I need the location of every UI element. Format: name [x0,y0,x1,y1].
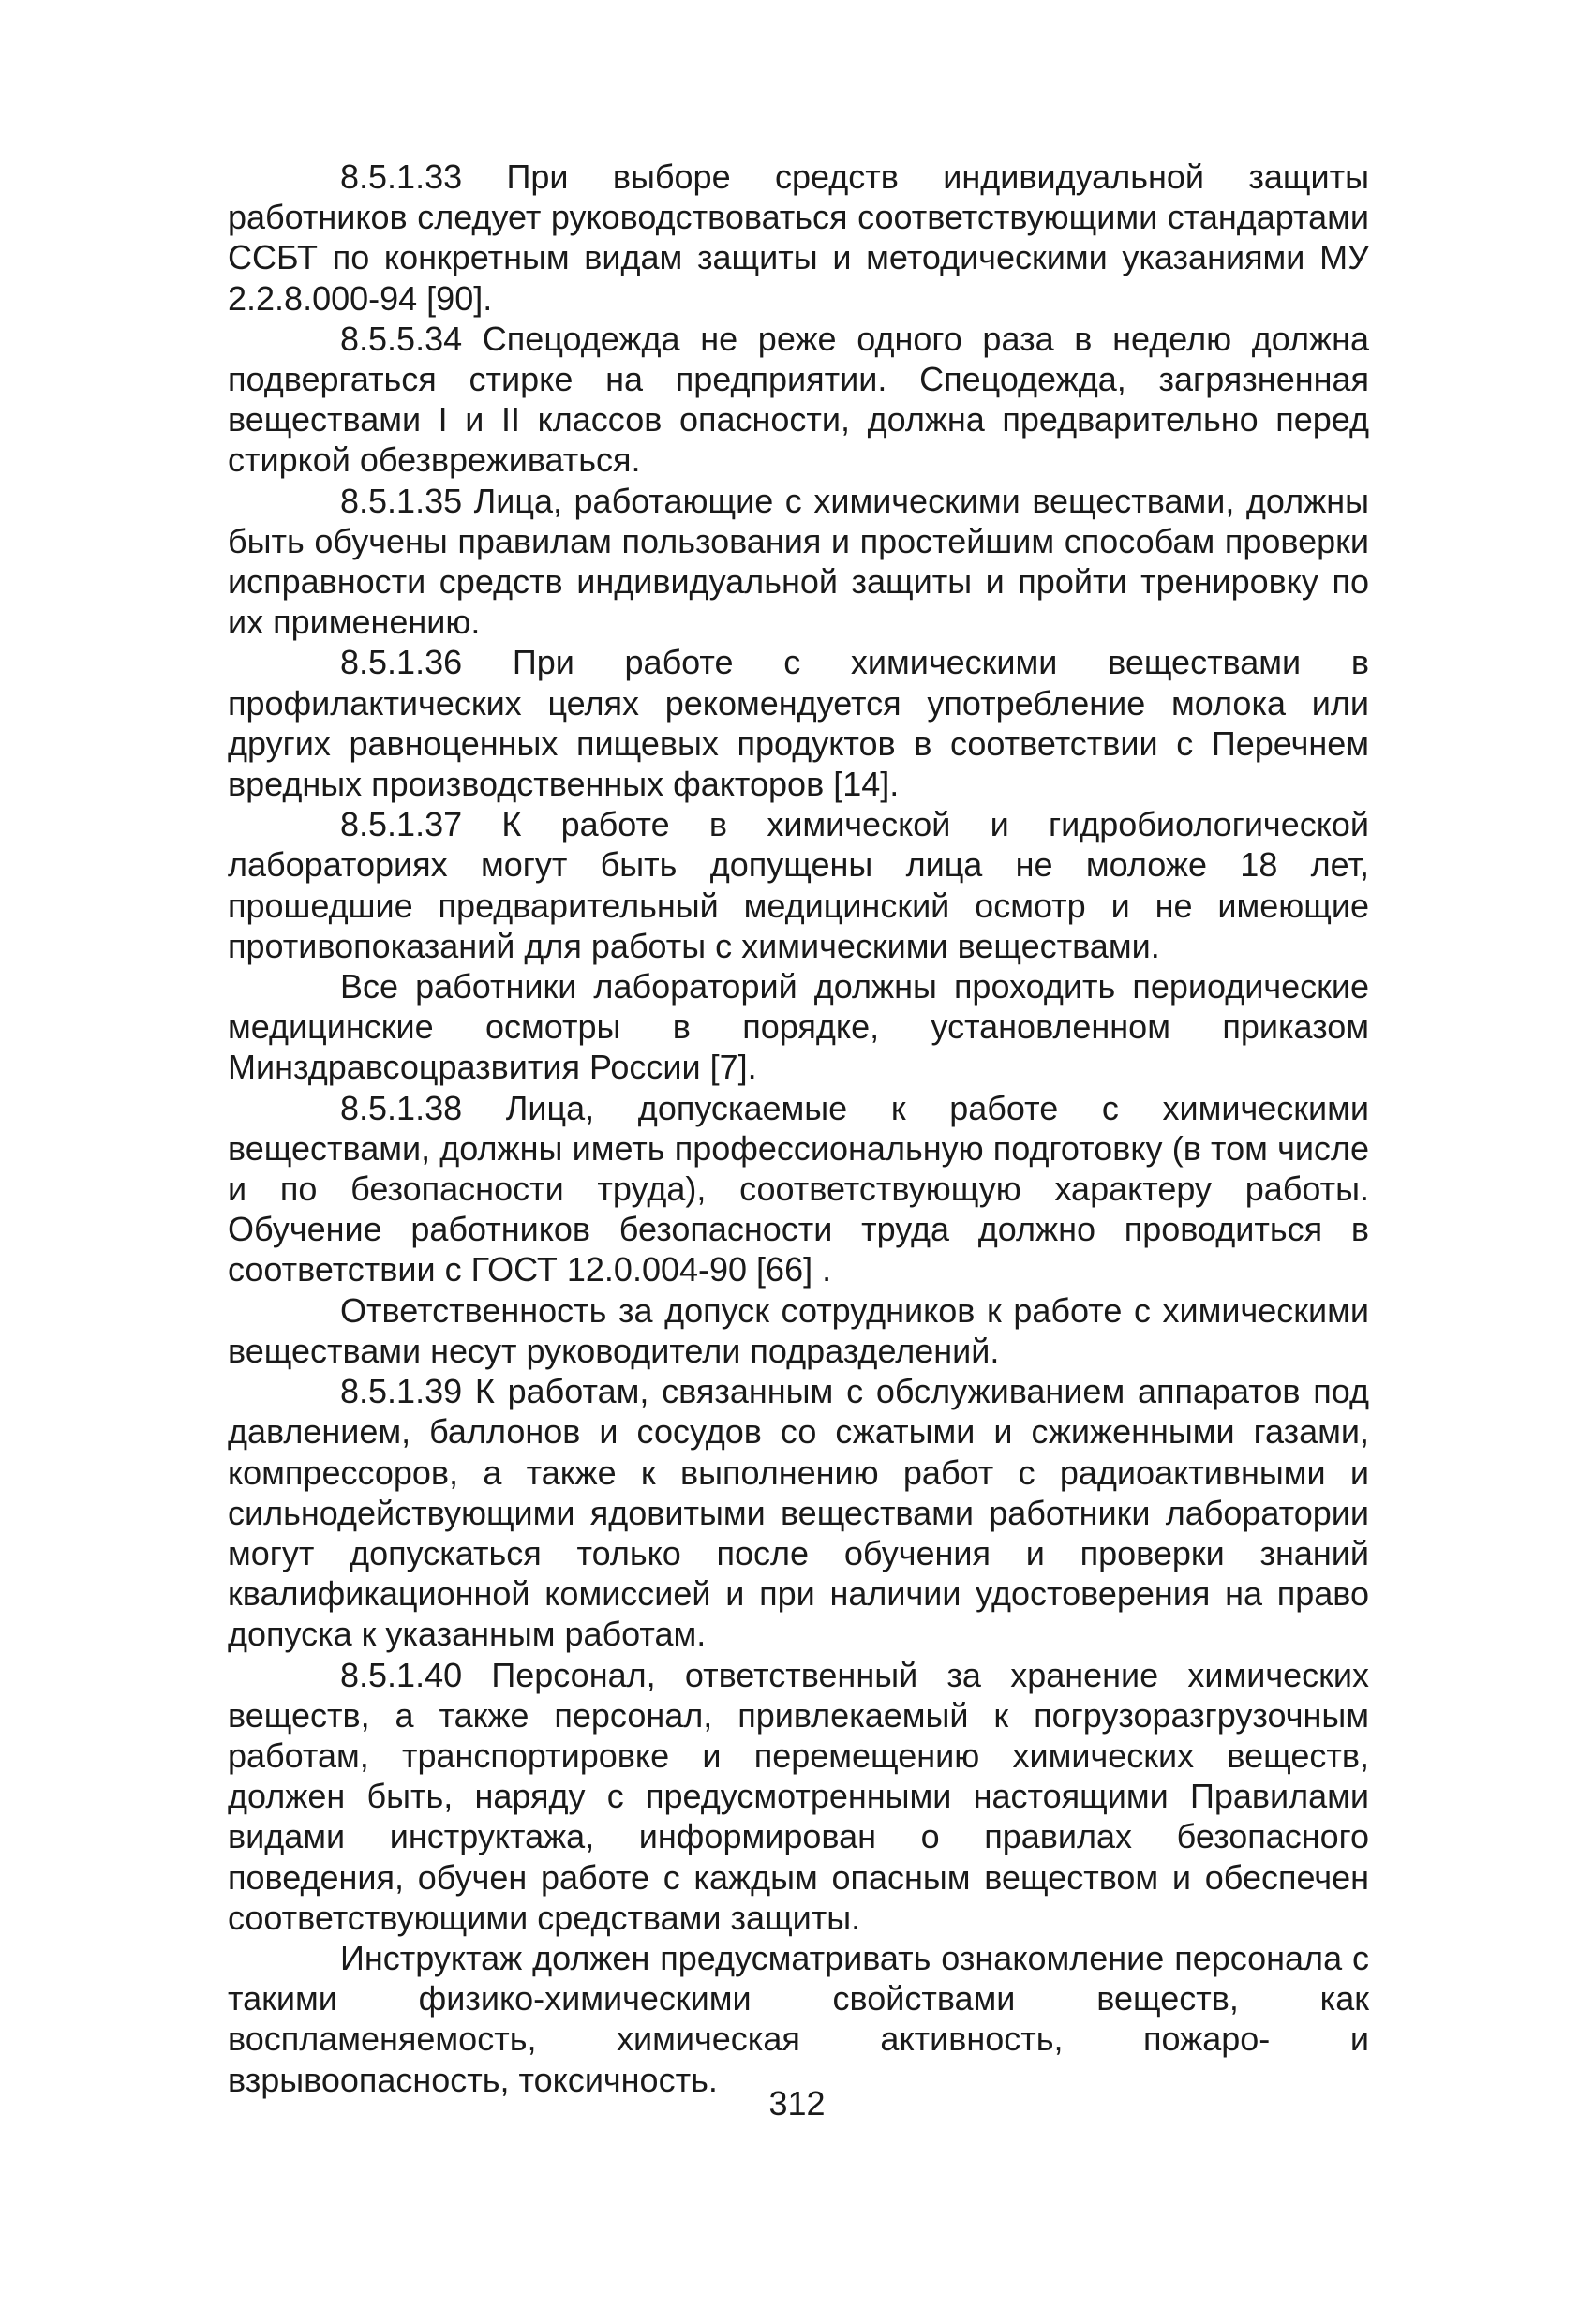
paragraph-8-5-1-38: 8.5.1.38 Лица, допускаемые к работе с химическими веществами, должны иметь профессиональную подготовку (в том числе и по безопасности труда), соответствующую характеру работы. Обучение работников безопасности труда должно проводиться в соответствии с ГОСТ 12.0.004-90 [66] . [228,1088,1369,1289]
paragraph-briefing: Инструктаж должен предусматривать ознакомление персонала с такими физико-химическими свойствами веществ, как воспламеняемость, химическая активность, пожаро- и взрывоопасность, токсичность. [228,1938,1369,2099]
page-number: 312 [768,2084,826,2123]
paragraph-8-5-1-37: 8.5.1.37 К работе в химической и гидробиологической лабораториях могут быть допущены лица не моложе 18 лет, прошедшие предварительный медицинский осмотр и не имеющие противопоказаний для работы с химическими веществами. [228,805,1369,965]
paragraph-8-5-1-40: 8.5.1.40 Персонал, ответственный за хранение химических веществ, а также персонал, привлекаемый к погрузоразгрузочным работам, транспортировке и перемещению химических веществ, должен быть, наряду с предусмотренными настоящими Правилами видами инструктажа, информирован о правилах безопасного поведения, обучен работе с каждым опасным веществом и обеспечен соответствующими средствами защиты. [228,1655,1369,1937]
paragraph-medical-exams: Все работники лабораторий должны проходить периодические медицинские осмотры в порядке, установленном приказом Минздравсоцразвития России [7]. [228,967,1369,1087]
paragraph-8-5-1-35: 8.5.1.35 Лица, работающие с химическими веществами, должны быть обучены правилам пользования и простейшим способам проверки исправности средств индивидуальной защиты и пройти тренировку по их применению. [228,481,1369,642]
paragraph-8-5-1-33: 8.5.1.33 При выборе средств индивидуальной защиты работников следует руководствоваться соответствующими стандартами ССБТ по конкретным видам защиты и методическими указаниями МУ 2.2.8.000-94 [90]. [228,157,1369,318]
paragraph-8-5-1-36: 8.5.1.36 При работе с химическими веществами в профилактических целях рекомендуется употребление молока или других равноценных пищевых продуктов в соответствии с Перечнем вредных производственных факторов [14]. [228,643,1369,804]
paragraph-8-5-1-39: 8.5.1.39 К работам, связанным с обслуживанием аппаратов под давлением, баллонов и сосудов со сжатыми и сжиженными газами, компрессоров, а также к выполнению работ с радиоактивными и сильнодействующими ядовитыми веществами работники лаборатории могут допускаться только после обучения и проверки знаний квалификационной комиссией и при наличии удостоверения на право допуска к указанным работам. [228,1372,1369,1654]
paragraph-8-5-5-34: 8.5.5.34 Спецодежда не реже одного раза в неделю должна подвергаться стирке на предприятии. Спецодежда, загрязненная веществами I и II классов опасности, должна предварительно перед стиркой обезвреживаться. [228,319,1369,480]
paragraph-responsibility: Ответственность за допуск сотрудников к работе с химическими веществами несут руководители подразделений. [228,1290,1369,1370]
page-body [228,156,1369,2100]
